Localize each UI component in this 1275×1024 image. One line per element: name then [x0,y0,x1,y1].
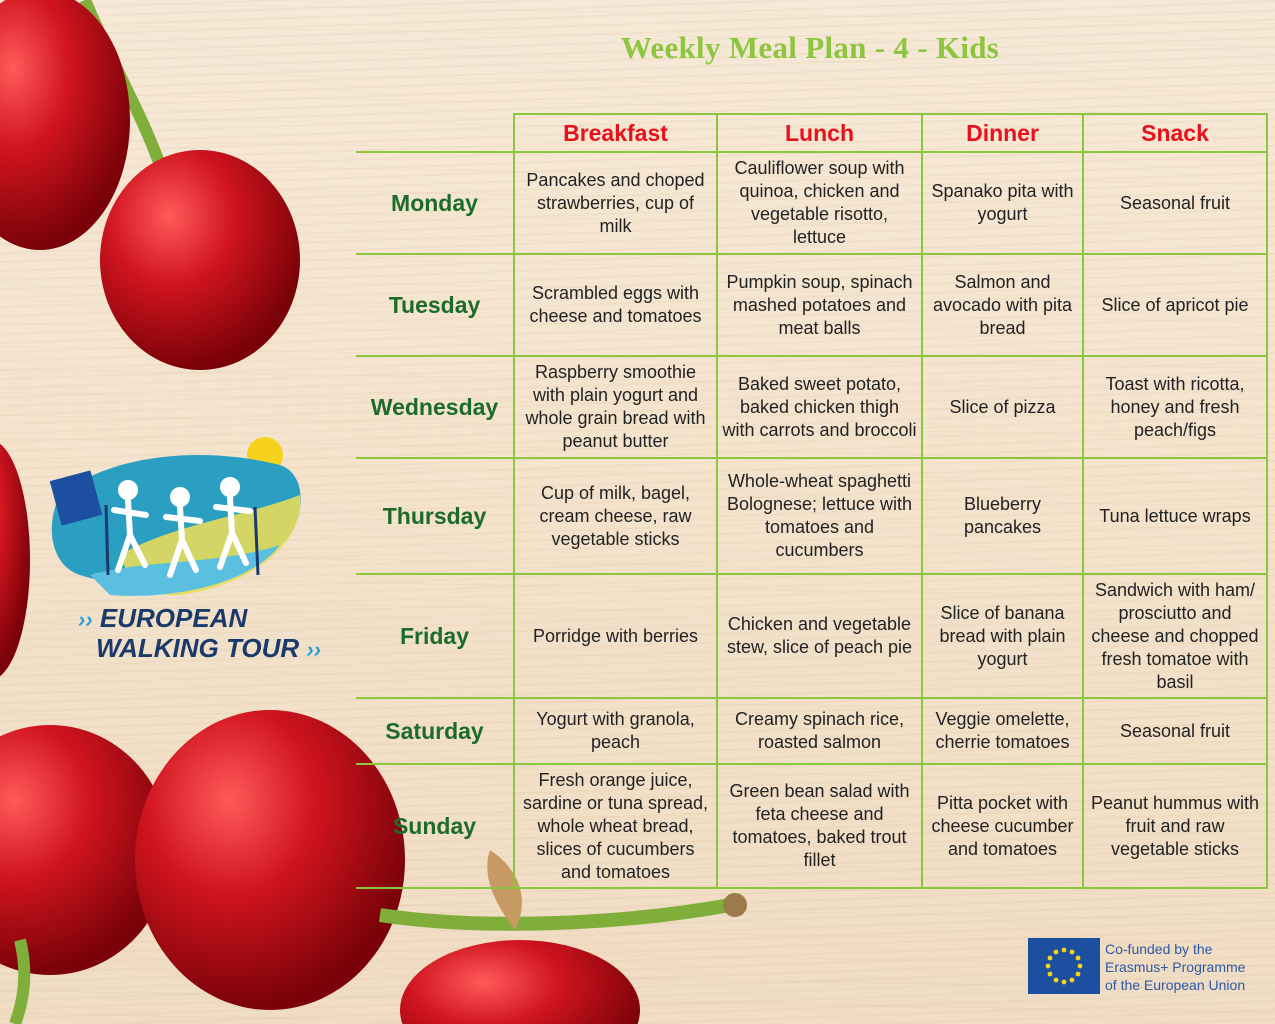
chevrons-right-icon: ›› [306,637,322,662]
cherry [400,940,640,1024]
meal-cell: Green bean salad with feta cheese and tomatoes, baked trout fillet [717,764,922,888]
meal-cell: Slice of banana bread with plain yogurt [922,574,1083,698]
meal-cell: Seasonal fruit [1083,152,1267,254]
meal-cell: Seasonal fruit [1083,698,1267,764]
european-walking-tour-wordmark [78,604,321,664]
eu-cofunded-notice [1105,940,1245,994]
day-label: Tuesday [356,254,514,356]
table-row [356,152,1267,254]
meal-cell: Chicken and vegetable stew, slice of peach pie [717,574,922,698]
column-header-lunch: Lunch [717,114,922,152]
day-label: Saturday [356,698,514,764]
meal-cell: Yogurt with granola, peach [514,698,717,764]
meal-cell: Blueberry pancakes [922,458,1083,574]
wordmark-text-2: WALKING TOUR [96,633,300,663]
day-label: Monday [356,152,514,254]
day-label: Thursday [356,458,514,574]
table-row [356,698,1267,764]
column-header-breakfast: Breakfast [514,114,717,152]
meal-cell: Creamy spinach rice, roasted salmon [717,698,922,764]
table-row [356,574,1267,698]
meal-cell: Slice of pizza [922,356,1083,458]
table-row [356,764,1267,888]
meal-cell: Pancakes and choped strawberries, cup of milk [514,152,717,254]
eu-notice-line: of the European Union [1105,977,1246,993]
meal-cell: Raspberry smoothie with plain yogurt and whole grain bread with peanut butter [514,356,717,458]
column-header-snack: Snack [1083,114,1267,152]
table-row [356,254,1267,356]
wordmark-line-2 [78,634,321,664]
meal-cell: Spanako pita with yogurt [922,152,1083,254]
cherry [0,440,30,680]
column-header-dinner: Dinner [922,114,1083,152]
meal-cell: Sandwich with ham/ prosciutto and cheese and chopped fresh tomatoe with basil [1083,574,1267,698]
cherry-stem-end [723,893,747,917]
day-label: Sunday [356,764,514,888]
meal-cell: Fresh orange juice, sardine or tuna spread, whole wheat bread, slices of cucumbers and tomatoes [514,764,717,888]
meal-cell: Tuna lettuce wraps [1083,458,1267,574]
meal-cell: Cauliflower soup with quinoa, chicken and vegetable risotto, lettuce [717,152,922,254]
page-title: Weekly Meal Plan - 4 - Kids [620,30,1000,65]
meal-cell: Peanut hummus with fruit and raw vegetable sticks [1083,764,1267,888]
meal-cell: Salmon and avocado with pita bread [922,254,1083,356]
meal-cell: Slice of apricot pie [1083,254,1267,356]
meal-cell: Veggie omelette, cherrie tomatoes [922,698,1083,764]
meal-cell: Pitta pocket with cheese cucumber and tomatoes [922,764,1083,888]
table-row [356,356,1267,458]
table-row [356,458,1267,574]
eu-flag-icon [1028,938,1100,994]
header-row [356,114,1267,152]
chevrons-right-icon: ›› [78,607,93,632]
day-label: Friday [356,574,514,698]
eu-notice-line: Co-funded by the [1105,941,1213,957]
wordmark-text-1: EUROPEAN [99,603,248,633]
meal-cell: Whole-wheat spaghetti Bolognese; lettuce with tomatoes and cucumbers [717,458,922,574]
cherry-stem [380,905,730,924]
meal-cell: Scrambled eggs with cheese and tomatoes [514,254,717,356]
wordmark-line-1 [78,604,321,634]
meal-cell: Baked sweet potato, baked chicken thigh with carrots and broccoli [717,356,922,458]
cherry [100,150,300,370]
european-walking-tour-logo [50,435,310,605]
corner-cell [356,114,514,152]
meal-cell: Pumpkin soup, spinach mashed potatoes and meat balls [717,254,922,356]
meal-cell: Cup of milk, bagel, cream cheese, raw vegetable sticks [514,458,717,574]
day-label: Wednesday [356,356,514,458]
eu-notice-line: Erasmus+ Programme [1105,959,1246,975]
meal-cell: Toast with ricotta, honey and fresh peach/figs [1083,356,1267,458]
meal-cell: Porridge with berries [514,574,717,698]
meal-plan-table [356,113,1268,889]
